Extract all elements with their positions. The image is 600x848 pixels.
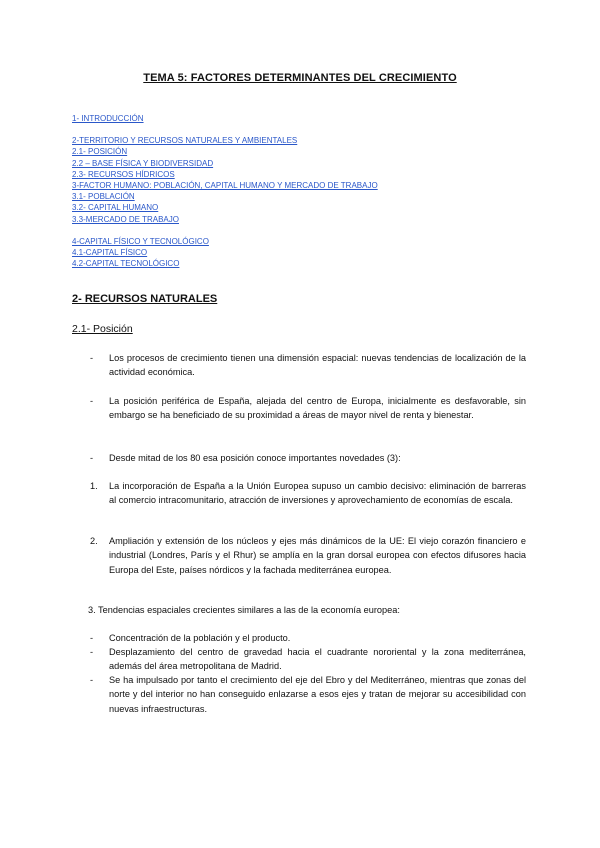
toc-link-recursos-hidricos[interactable]: 2.3- RECURSOS HÍDRICOS: [72, 169, 175, 179]
list-item: [90, 631, 526, 645]
document-title: TEMA 5: FACTORES DETERMINANTES DEL CRECIMIENTO: [143, 72, 457, 84]
list-item-text: Los procesos de crecimiento tienen una dimensión espacial: nuevas tendencias de localización de la actividad económica.: [109, 353, 526, 378]
toc-link-base-fisica[interactable]: 2.2 – BASE FÍSICA Y BIODIVERSIDAD: [72, 158, 214, 168]
list-marker: -: [90, 647, 94, 657]
list-marker: 2.: [90, 536, 98, 546]
toc-link-capital-humano[interactable]: 3.2- CAPITAL HUMANO: [72, 203, 159, 213]
list-item-text: La incorporación de España a la Unión Europea supuso un cambio decisivo: eliminación de barreras al comercio intracomunitario, atracción de inversiones y aprovechamiento de economías de escala.: [109, 481, 526, 506]
toc-link-posicion[interactable]: 2.1- POSICIÓN: [72, 147, 128, 157]
list-marker: -: [90, 353, 94, 363]
list-item-text: Desde mitad de los 80 esa posición conoce importantes novedades (3):: [109, 453, 401, 463]
list-item-text: La posición periférica de España, alejada del centro de Europa, inicialmente es desfavorable, sin embargo se ha beneficiado de su proximidad a áreas de mayor nivel de renta y bienestar.: [109, 396, 526, 421]
list-item: [90, 351, 526, 380]
toc-spacer: [72, 124, 532, 135]
numbered-item: [90, 479, 526, 508]
list-item-text: Ampliación y extensión de los núcleos y ejes más dinámicos de la UE: El viejo corazón financiero e industrial (Londres, París y el Rhur) se amplía en la gran dorsal europea con efectos difusores hacia Europa del Este, países nórdicos y la fachada mediterránea europea.: [109, 536, 526, 575]
toc-link-capital-tecnologico[interactable]: 4.2-CAPITAL TECNOLÓGICO: [72, 259, 180, 269]
numbered-paragraph: 3. Tendencias espaciales crecientes similares a las de la economía europea:: [88, 605, 400, 615]
toc-spacer: [72, 225, 532, 236]
list-item: [90, 673, 526, 716]
toc-link-introduccion[interactable]: 1- INTRODUCCIÓN: [72, 114, 144, 123]
list-item-text: Desplazamiento del centro de gravedad hacia el cuadrante nororiental y la zona mediterránea, además del área metropolitana de Madrid.: [109, 647, 526, 672]
list-item-text: Concentración de la población y el producto.: [109, 633, 291, 643]
list-item-text: Se ha impulsado por tanto el crecimiento del eje del Ebro y del Mediterráneo, mientras que zonas del norte y del interior no han conseguido enlazarse a esos ejes y tratan de mejorar su accesibilidad con nuevas infraestructuras.: [109, 675, 526, 714]
list-item: [90, 394, 526, 423]
list-marker: -: [90, 453, 94, 463]
toc-link-factor-humano[interactable]: 3-FACTOR HUMANO: POBLACIÓN, CAPITAL HUMANO Y MERCADO DE TRABAJO: [72, 181, 378, 191]
list-marker: -: [90, 396, 94, 406]
toc-link-capital-fisico-tecnologico[interactable]: 4-CAPITAL FÍSICO Y TECNOLÓGICO: [72, 236, 209, 246]
list-marker: -: [90, 633, 94, 643]
section-heading: 2- RECURSOS NATURALES: [72, 293, 218, 305]
table-of-contents: [72, 113, 532, 269]
list-marker: 1.: [90, 481, 98, 491]
list-item: [90, 451, 526, 465]
toc-link-mercado-trabajo[interactable]: 3.3-MERCADO DE TRABAJO: [72, 214, 179, 224]
list-marker: -: [90, 675, 94, 685]
numbered-item: [90, 534, 526, 577]
subsection-heading: 2.1- Posición: [72, 323, 133, 335]
list-item: [90, 645, 526, 674]
toc-link-poblacion[interactable]: 3.1- POBLACIÓN: [72, 192, 135, 202]
toc-link-capital-fisico[interactable]: 4.1-CAPITAL FÍSICO: [72, 248, 148, 258]
toc-link-territorio[interactable]: 2-TERRITORIO Y RECURSOS NATURALES Y AMBIENTALES: [72, 136, 298, 146]
